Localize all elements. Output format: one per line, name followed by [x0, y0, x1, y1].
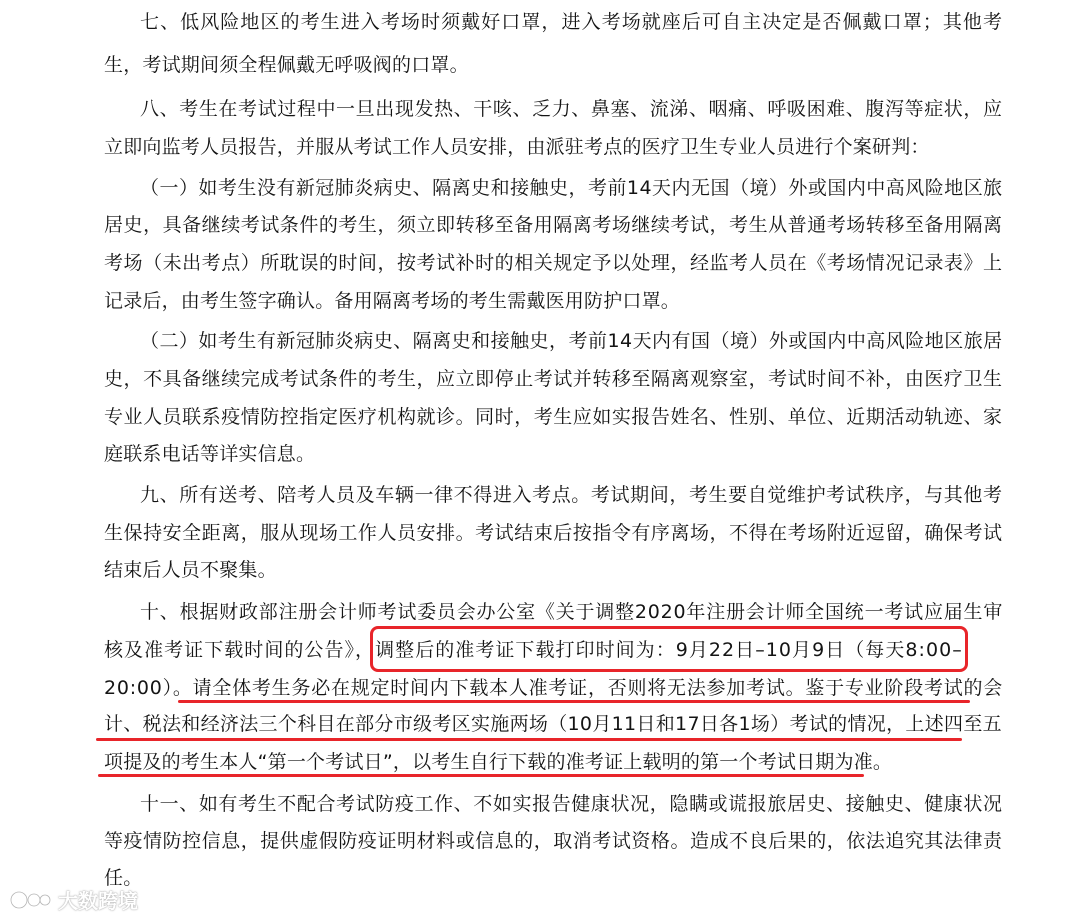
text-line: 十、根据财政部注册会计师考试委员会办公室《关于调整2020年注册会计师全国统一考试应届生审 [140, 601, 1004, 623]
text-line: 考场（未出考点）所耽误的时间，按考试补时的相关规定予以处理，经监考人员在《考场情况记录表》上 [104, 252, 1003, 274]
text-line: 庭联系电话等详实信息。 [104, 443, 316, 465]
highlight-underline [98, 774, 864, 777]
text-line: 核及准考证下载时间的公告》，调整后的准考证下载打印时间为：9月22日–10月9日（每天8:00– [104, 639, 963, 661]
watermark-text: 大数跨境 [58, 888, 138, 913]
highlight-box [370, 626, 968, 672]
text-line: 九、所有送考、陪考人员及车辆一律不得进入考点。考试期间，考生要自觉维护考试秩序，与其他考 [140, 484, 1003, 506]
watermark-logo-icon [8, 886, 52, 912]
text-line: 居史，具备继续考试条件的考生，须立即转移至备用隔离考场继续考试，考生从普通考场转移至备用隔离 [104, 214, 1003, 236]
text-line: 生，考试期间须全程佩戴无呼吸阀的口罩。 [104, 54, 469, 76]
text-line: 任。 [104, 867, 143, 889]
text-line: 20:00）。请全体考生务必在规定时间内下载本人准考证，否则将无法参加考试。鉴于专业阶段考试的会 [104, 677, 1004, 699]
text-line: 立即向监考人员报告，并服从考试工作人员安排，由派驻考点的医疗卫生专业人员进行个案研判： [104, 136, 930, 158]
text-line: 结束后人员不聚集。 [104, 559, 277, 581]
text-line: 十一、如有考生不配合考试防疫工作、不如实报告健康状况，隐瞒或谎报旅居史、接触史、健康状况 [140, 793, 1003, 815]
text-line: 生保持安全距离，服从现场工作人员安排。考试结束后按指令有序离场，不得在考场附近逗留，确保考试 [104, 522, 1003, 544]
text-line: （一）如考生没有新冠肺炎病史、隔离史和接触史，考前14天内无国（境）外或国内中高风险地区旅 [140, 177, 1003, 199]
text-line: 八、考生在考试过程中一旦出现发热、干咳、乏力、鼻塞、流涕、咽痛、呼吸困难、腹泻等症状，应 [140, 98, 1003, 120]
highlight-underline [178, 700, 970, 703]
highlight-underline [96, 738, 962, 741]
text-line: （二）如考生有新冠肺炎病史、隔离史和接触史，考前14天内有国（境）外或国内中高风险地区旅居 [140, 330, 1003, 352]
text-line: 记录后，由考生签字确认。备用隔离考场的考生需戴医用防护口罩。 [104, 290, 681, 312]
watermark [8, 884, 138, 914]
text-line: 计、税法和经济法三个科目在部分市级考区实施两场（10月11日和17日各1场）考试的情况，上述四至五 [104, 713, 1002, 735]
text-line: 七、低风险地区的考生进入考场时须戴好口罩，进入考场就座后可自主决定是否佩戴口罩；其他考 [140, 11, 1004, 33]
text-line: 专业人员联系疫情防控指定医疗机构就诊。同时，考生应如实报告姓名、性别、单位、近期活动轨迹、家 [104, 406, 1003, 428]
text-line: 等疫情防控信息，提供虚假防疫证明材料或信息的，取消考试资格。造成不良后果的，依法追究其法律责 [104, 830, 1003, 852]
text-line: 项提及的考生本人“第一个考试日”，以考生自行下载的准考证上载明的第一个考试日期为准。 [104, 751, 893, 773]
text-line: 史，不具备继续完成考试条件的考生，应立即停止考试并转移至隔离观察室，考试时间不补，由医疗卫生 [104, 368, 1003, 390]
